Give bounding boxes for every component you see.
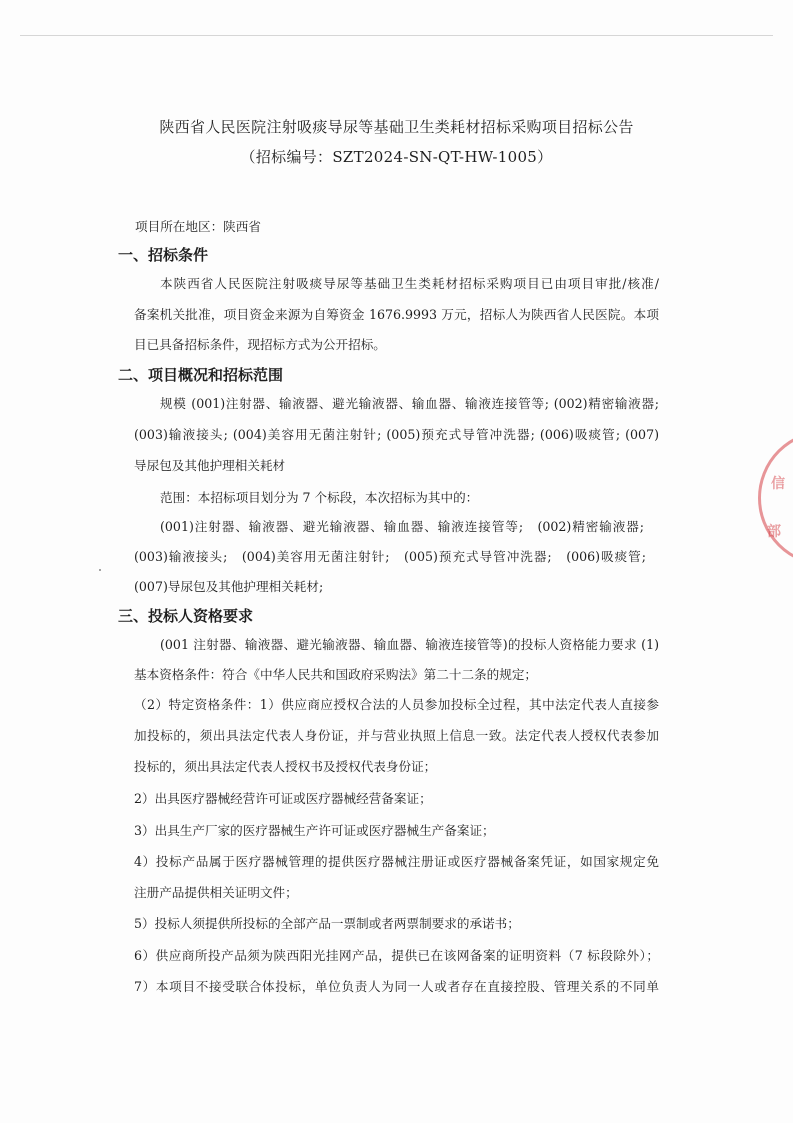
paragraph-line: (007)导尿包及其他护理相关耗材; xyxy=(134,579,324,594)
paragraph-line: （2）特定资格条件：1）供应商应授权合法的人员参加投标全过程，其中法定代表人直接参 xyxy=(134,697,659,712)
paragraph-line: 注册产品提供相关证明文件； xyxy=(134,885,298,900)
paragraph-line: (003)输液接头; (004)美容用无菌注射针; (005)预充式导管冲洗器; (006)吸痰管; (007) xyxy=(134,427,659,442)
paragraph-line: 基本资格条件：符合《中华人民共和国政府采购法》第二十二条的规定； xyxy=(134,667,537,682)
paragraph-line: 2）出具医疗器械经营许可证或医疗器械经营备案证； xyxy=(134,791,432,806)
paragraph-line: 本陕西省人民医院注射吸痰导尿等基础卫生类耗材招标采购项目已由项目审批/核准/ xyxy=(160,276,659,291)
paragraph-line: 7）本项目不接受联合体投标，单位负责人为同一人或者存在直接控股、管理关系的不同单 xyxy=(134,979,659,994)
section-heading: 二、项目概况和招标范围 xyxy=(118,366,284,384)
paragraph-line: 加投标的，须出具法定代表人身份证，并与营业执照上信息一致。法定代表人授权代表参加 xyxy=(134,728,659,743)
paragraph-line: 4）投标产品属于医疗器械管理的提供医疗器械注册证或医疗器械备案凭证，如国家规定免 xyxy=(134,854,659,869)
seal-char: 部 xyxy=(767,524,781,540)
section-heading: 一、招标条件 xyxy=(118,246,209,264)
paragraph-line: (003)输液接头; (004)美容用无菌注射针; (005)预充式导管冲洗器; (006)吸痰管; xyxy=(134,549,646,564)
seal-char: 信 xyxy=(771,476,785,492)
paragraph-line: 投标的，须出具法定代表人授权书及授权代表身份证； xyxy=(134,759,437,774)
project-region: 项目所在地区：陕西省 xyxy=(135,219,261,234)
document-title: 陕西省人民医院注射吸痰导尿等基础卫生类耗材招标采购项目招标公告 xyxy=(159,118,634,136)
scan-speck xyxy=(99,569,101,571)
paragraph-line: 导尿包及其他护理相关耗材 xyxy=(134,458,286,473)
paragraph-line: 3）出具生产厂家的医疗器械生产许可证或医疗器械生产备案证； xyxy=(134,823,495,838)
official-seal xyxy=(758,430,793,566)
tender-number: （招标编号：SZT2024-SN-QT-HW-1005） xyxy=(240,148,553,166)
paragraph-line: (001 注射器、输液器、避光输液器、输血器、输液连接管等)的投标人资格能力要求 (1) xyxy=(160,637,659,652)
paragraph-line: 5）投标人须提供所投标的全部产品一票制或者两票制要求的承诺书； xyxy=(134,916,520,931)
paragraph-line: 范围：本招标项目划分为 7 个标段，本次招标为其中的： xyxy=(160,490,479,505)
paragraph-line: 6）供应商所投产品须为陕西阳光挂网产品，提供已在该网备案的证明资料（7 标段除外）； xyxy=(134,948,659,963)
section-heading: 三、投标人资格要求 xyxy=(118,607,254,625)
paragraph-line: 规模 (001)注射器、输液器、避光输液器、输血器、输液连接管等; (002)精密输液器; xyxy=(160,396,659,411)
paragraph-line: 备案机关批准，项目资金来源为自筹资金 1676.9993 万元，招标人为陕西省人民医院。本项 xyxy=(134,307,659,322)
paragraph-line: (001)注射器、输液器、避光输液器、输血器、输液连接管等; (002)精密输液器; xyxy=(160,519,644,534)
top-rule xyxy=(20,35,773,36)
paragraph-line: 目已具备招标条件，现招标方式为公开招标。 xyxy=(134,337,386,352)
